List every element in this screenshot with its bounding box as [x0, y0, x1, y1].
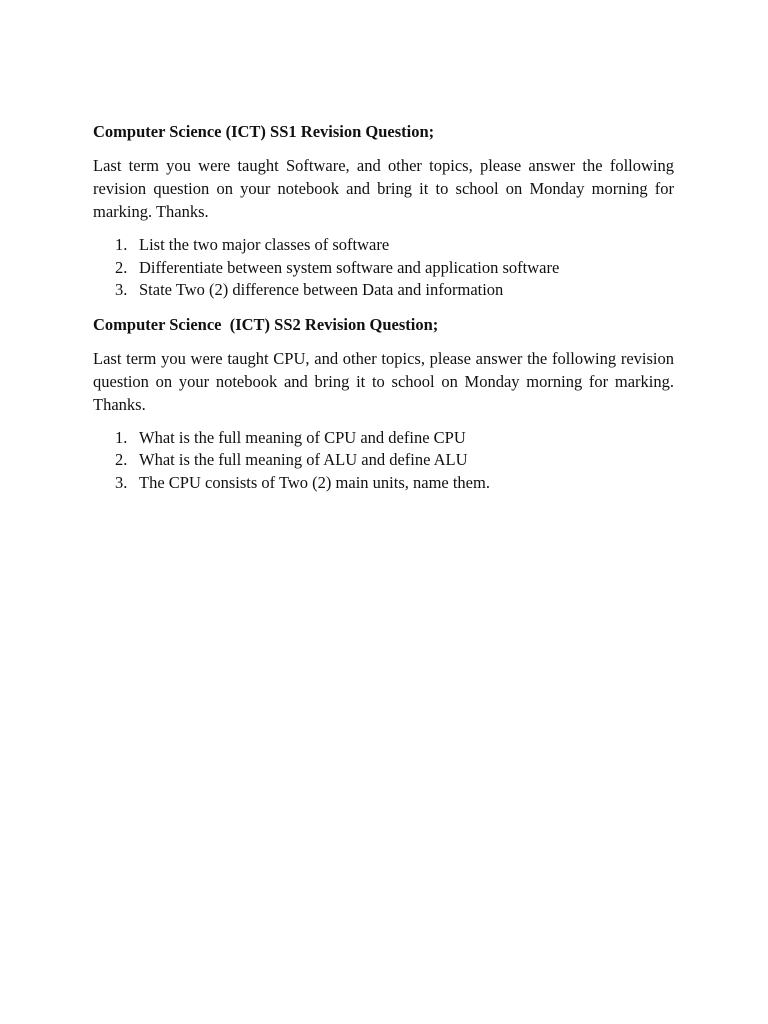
- ss2-section: [93, 313, 674, 495]
- question-number: 2.: [115, 450, 128, 469]
- ss1-section: [93, 120, 674, 302]
- ss2-question-1: [93, 427, 674, 450]
- question-number: 1.: [115, 235, 128, 254]
- ss2-instructions: Last term you were taught CPU, and other topics, please answer the following revision question on your notebook and bring it to school on Monday morning for marking. Thanks.: [93, 348, 674, 414]
- question-text: What is the full meaning of ALU and define ALU: [139, 450, 468, 469]
- ss1-question-2: [93, 257, 674, 280]
- document-page: [93, 120, 674, 505]
- question-text: List the two major classes of software: [139, 235, 390, 254]
- ss1-question-1: [93, 234, 674, 257]
- question-text: What is the full meaning of CPU and define CPU: [139, 427, 466, 447]
- question-text: State Two (2) difference between Data and information: [139, 280, 504, 299]
- question-text: The CPU consists of Two (2) main units, name them.: [139, 472, 490, 492]
- ss1-question-3: [93, 279, 674, 302]
- question-number: 1.: [115, 427, 128, 447]
- ss2-heading: Computer Science (ICT) SS2 Revision Question;: [93, 314, 439, 334]
- ss2-question-2: [93, 449, 674, 472]
- ss1-instructions: Last term you were taught Software, and other topics, please answer the following revision question on your notebook and bring it to school on Monday morning for marking. Thanks.: [93, 156, 674, 221]
- question-number: 3.: [115, 472, 128, 492]
- ss1-heading: Computer Science (ICT) SS1 Revision Question;: [93, 122, 435, 141]
- question-number: 3.: [115, 280, 128, 299]
- ss2-question-list: [93, 427, 674, 495]
- ss1-question-list: [93, 234, 674, 302]
- question-text: Differentiate between system software and application software: [139, 257, 560, 277]
- ss2-question-3: [93, 472, 674, 495]
- question-number: 2.: [115, 257, 128, 277]
